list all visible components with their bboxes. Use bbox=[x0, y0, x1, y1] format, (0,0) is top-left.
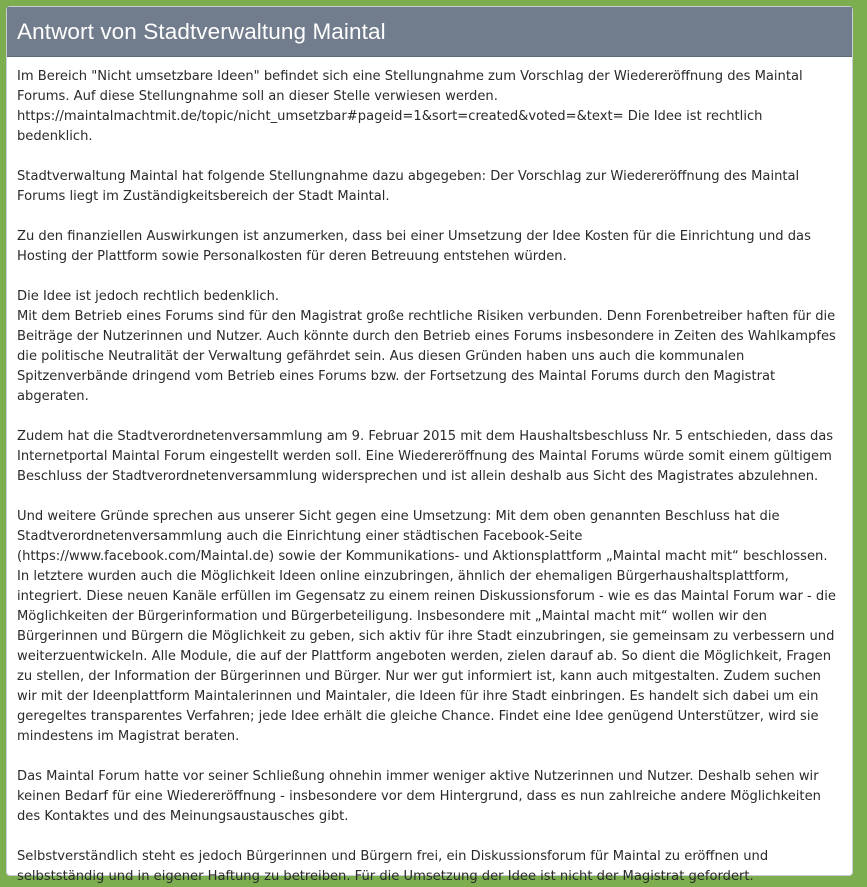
answer-paragraph: Das Maintal Forum hatte vor seiner Schließung ohnehin immer weniger aktive Nutzerinnen und Nutzer. Deshalb sehen wir keinen Bedarf für eine Wiedereröffnung - insbesondere vor dem Hintergrund, dass es nun zahlreiche andere Möglichkeiten des Kontaktes und des Meinungsaustausches gibt. bbox=[17, 769, 821, 824]
answer-paragraph: Zu den finanziellen Auswirkungen ist anzumerken, dass bei einer Umsetzung der Idee Kosten für die Einrichtung und das Hosting der Plattform sowie Personalkosten für deren Betreuung entstehen würden. bbox=[17, 229, 811, 264]
answer-paragraph: Stadtverwaltung Maintal hat folgende Stellungnahme dazu abgegeben: Der Vorschlag zur Wiedereröffnung des Maintal Forums liegt im Zuständigkeitsbereich der Stadt Maintal. bbox=[17, 169, 800, 204]
answer-panel bbox=[6, 6, 853, 884]
answer-paragraph: Und weitere Gründe sprechen aus unserer Sicht gegen eine Umsetzung: Mit dem oben genannten Beschluss hat die Stadtverordnetenversammlung auch die Einrichtung einer städtischen Facebook-Seite (https://www.facebook.com/Maintal.de) sowie der Kommunikations- und Aktionsplattform „Maintal macht mit“ beschlossen. In letztere wurden auch die Möglichkeit Ideen online einzubringen, ähnlich der ehemaligen Bürgerhaushaltsplattform, integriert. Diese neuen Kanäle erfüllen im Gegensatz zu einem reinen Diskussionsforum - wie es das Maintal Forum war - die Möglichkeiten der Bürgerinformation und Bürgerbeteiligung. Insbesondere mit „Maintal macht mit“ wollen wir den Bürgerinnen und Bürgern die Möglichkeit zu geben, sich aktiv für ihre Stadt einzubringen, sie gemeinsam zu verbessern und weiterzuentwickeln. Alle Module, die auf der Plattform angeboten werden, zielen darauf ab. So dient die Möglichkeit, Fragen zu stellen, der Information der Bürgerinnen und Bürger. Nur wer gut informiert ist, kann auch mitgestalten. Zudem suchen wir mit der Ideenplattform Maintalerinnen und Maintaler, die Ideen für ihre Stadt einbringen. Es handelt sich dabei um ein geregeltes transparentes Verfahren; jede Idee erhält die gleiche Chance. Findet eine Idee genügend Unterstützer, wird sie mindestens im Magistrat beraten. bbox=[17, 509, 836, 744]
answer-paragraph: Zudem hat die Stadtverordnetenversammlung am 9. Februar 2015 mit dem Haushaltsbeschluss Nr. 5 entschieden, dass das Internetportal Maintal Forum eingestellt werden soll. Eine Wiedereröffnung des Maintal Forums würde somit einem gültigem Beschluss der Stadtverordnetenversammlung widersprechen und ist allein deshalb aus Sicht des Magistrates abzulehnen. bbox=[17, 429, 834, 484]
panel-header bbox=[7, 7, 852, 57]
answer-paragraph: Im Bereich "Nicht umsetzbare Ideen" befindet sich eine Stellungnahme zum Vorschlag der Wiedereröffnung des Maintal Forums. Auf diese Stellungnahme soll an dieser Stelle verwiesen werden. https://maintalmachtmit.de/topic/nicht_umsetzbar#pageid=1&sort=created&voted=&text= Die Idee ist rechtlich bedenklich. bbox=[17, 69, 803, 144]
answer-body bbox=[7, 57, 852, 887]
answer-paragraph: Selbstverständlich steht es jedoch Bürgerinnen und Bürgern frei, ein Diskussionsforum für Maintal zu eröffnen und selbstständig und in eigener Haftung zu betreiben. Für die Umsetzung der Idee ist nicht der Magistrat gefordert. bbox=[17, 849, 769, 884]
panel-title: Antwort von Stadtverwaltung Maintal bbox=[17, 18, 386, 44]
answer-paragraph: Die Idee ist jedoch rechtlich bedenklich. Mit dem Betrieb eines Forums sind für den Magistrat große rechtliche Risiken verbunden. Denn Forenbetreiber haften für die Beiträge der Nutzerinnen und Nutzer. Auch könnte durch den Betrieb eines Forums insbesondere in Zeiten des Wahlkampfes die politische Neutralität der Verwaltung gefährdet sein. Aus diesen Gründen haben uns auch die kommunalen Spitzenverbände dringend vom Betrieb eines Forums bzw. der Fortsetzung des Maintal Forums durch den Magistrat abgeraten. bbox=[17, 289, 836, 404]
